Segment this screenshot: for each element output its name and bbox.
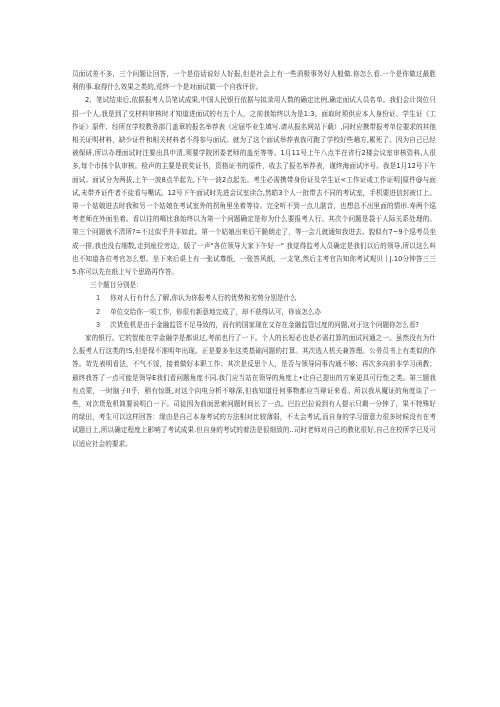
question-number: 1	[96, 294, 101, 303]
questions-list	[72, 292, 436, 332]
paragraph-interview-process: 2、笔试结束后,依据报考人员笔试成果,中国人民银行依据与拟录用人数的确定比例,确定面试人员名单。我们会计岗位只招一个人,我是到了交材料审核时才知道进面试的有五个人，之前我始终以为是1:3。面取时须供应本人身份证、学生证《工作证》原件、经所在学校教务部门盖章的报名举荐表（应届毕业生填写.请从报名网站下载）,同时应携带报考单位要求的其他相关证明材料，缺少证件和相关材料者不得参与面试。就为了这个面试举荐表我可跑了学校好些趟方,累死了。因为自己已经被保研,所以办理面试时注要出具申清,须要学院团委老师的盖至等等。1月11号上午八点半在省行2楼会议室审核资料,人很多,每个市抹个队审核。检声的主要是获奖证书，资格证书的原件，收去了报名举荐表，谨终海面试序号。我是1月12号下午面试。面试分为两拔,上午一波8点半起先,下午一波2点起先。考生必需携带身份证及学生证<工作证或工作证明|原件@与面试,未带齐证件者不徒看与嘴试。12号下午面试时先进会议室读合,然皓3个人一批带去不同的考试室，手机要进信封被订上。第一个姑娘进去时我和另一个姑娘在考试室外的拐角里坐着等待。完全听不到一点儿湛音，也想总不出里面的情形.寿两个巡考老师在外面坐着。看以往的喝比我始终以为第一个问题确定是你为什么要报考人行。其次个问题是袋于人际关系处理的。第三个问题就不清所?=不过似乎并非如此。第一个姑娘出来后干脆朗走了，等一会儿就通知我进去。貌似有7~9个巡考员坐成一排,我也没右细数,走到座位旁边，版了一声"各位领导大家下午好一" 我觉得监考人员确定是我们以后的领导,所以这么叫也不知道各位考官怎么想。坐下来后桌上有一张试尊纸，一张答风纸，一支笔,然后主考官告知你考试观贝丨J.10分钟答三三5.你可以先在纸上写个思路再作答。	[72, 96, 436, 277]
questions-title: 三个题目分别是：	[90, 281, 143, 290]
questions-block	[72, 279, 436, 332]
question-text: 次货危机是由于金融监管不足导致的，而有的国家现在又存在金融监管过度的问题,对于这个问题你怎么看?	[110, 320, 419, 329]
question-item	[72, 292, 436, 305]
question-text: 单位交给你一项工作，你很有新意地完成了，却不获得认可，你该怎么办	[110, 307, 321, 316]
question-text: 你对人行有什么了解,你认为你报考人行的优势和劣势分别是什么	[110, 294, 297, 303]
paragraph-answers: 家的银行。它的智能在学金融学是都说过,考前也行了一下。个人的长短必也是必需打算的面试问通之一。虽然没有为什么报考人行这类的!S,但是保不准明年出现。正是要多坐这类基础问题的打算。其次选人机关兼答理。公务员书上有类似的作答。苛先表明看法，不气不馁，接着做好本职工作；其次是反思个人，是否与领导同事沟通不够；再次多向前非学习函教；最终我答了一点可能是领导E我们看问题角度不同.我门应当站在领导的角度上•让自己提出的方案更具可行性之类。第三题我有点蒙，一时脑子II乎，稍有惊既,对这个向电分析不够深,但我知道任何事物都应当辩证来看。所以我从魔证的角度谈了一些，对次货危机简要说明白一下。司徒因为前面思索问题时间长了一点。巴拉巴拉说到有人提示只剩一分钟了，果不特殊好的绿田，考生可以这样回答：缘由是自己本身考试的方法相对比较薄弱，不太会考试,而自身的学习留意力很多时候没有在考试题目上,所以确定程度上影响了考试成果.但自身的考试的着法是很细致的..司时老师对自己的教化很好,自己在校所学已及可以适应社会的要求。	[72, 334, 436, 448]
paragraph-intro: 员面试差不多，三个问题让回答，一个是俗话说好人好报,但是社会上有一些消极事务好人般做.你怎么看.一个是你做过最胜利的事.取得什么效果之类的,荒终一个是对面试做一个自我评价。	[72, 70, 436, 92]
question-item	[72, 319, 436, 332]
question-number: 3	[96, 320, 101, 329]
question-number: 2	[96, 307, 101, 316]
question-item	[72, 306, 436, 319]
